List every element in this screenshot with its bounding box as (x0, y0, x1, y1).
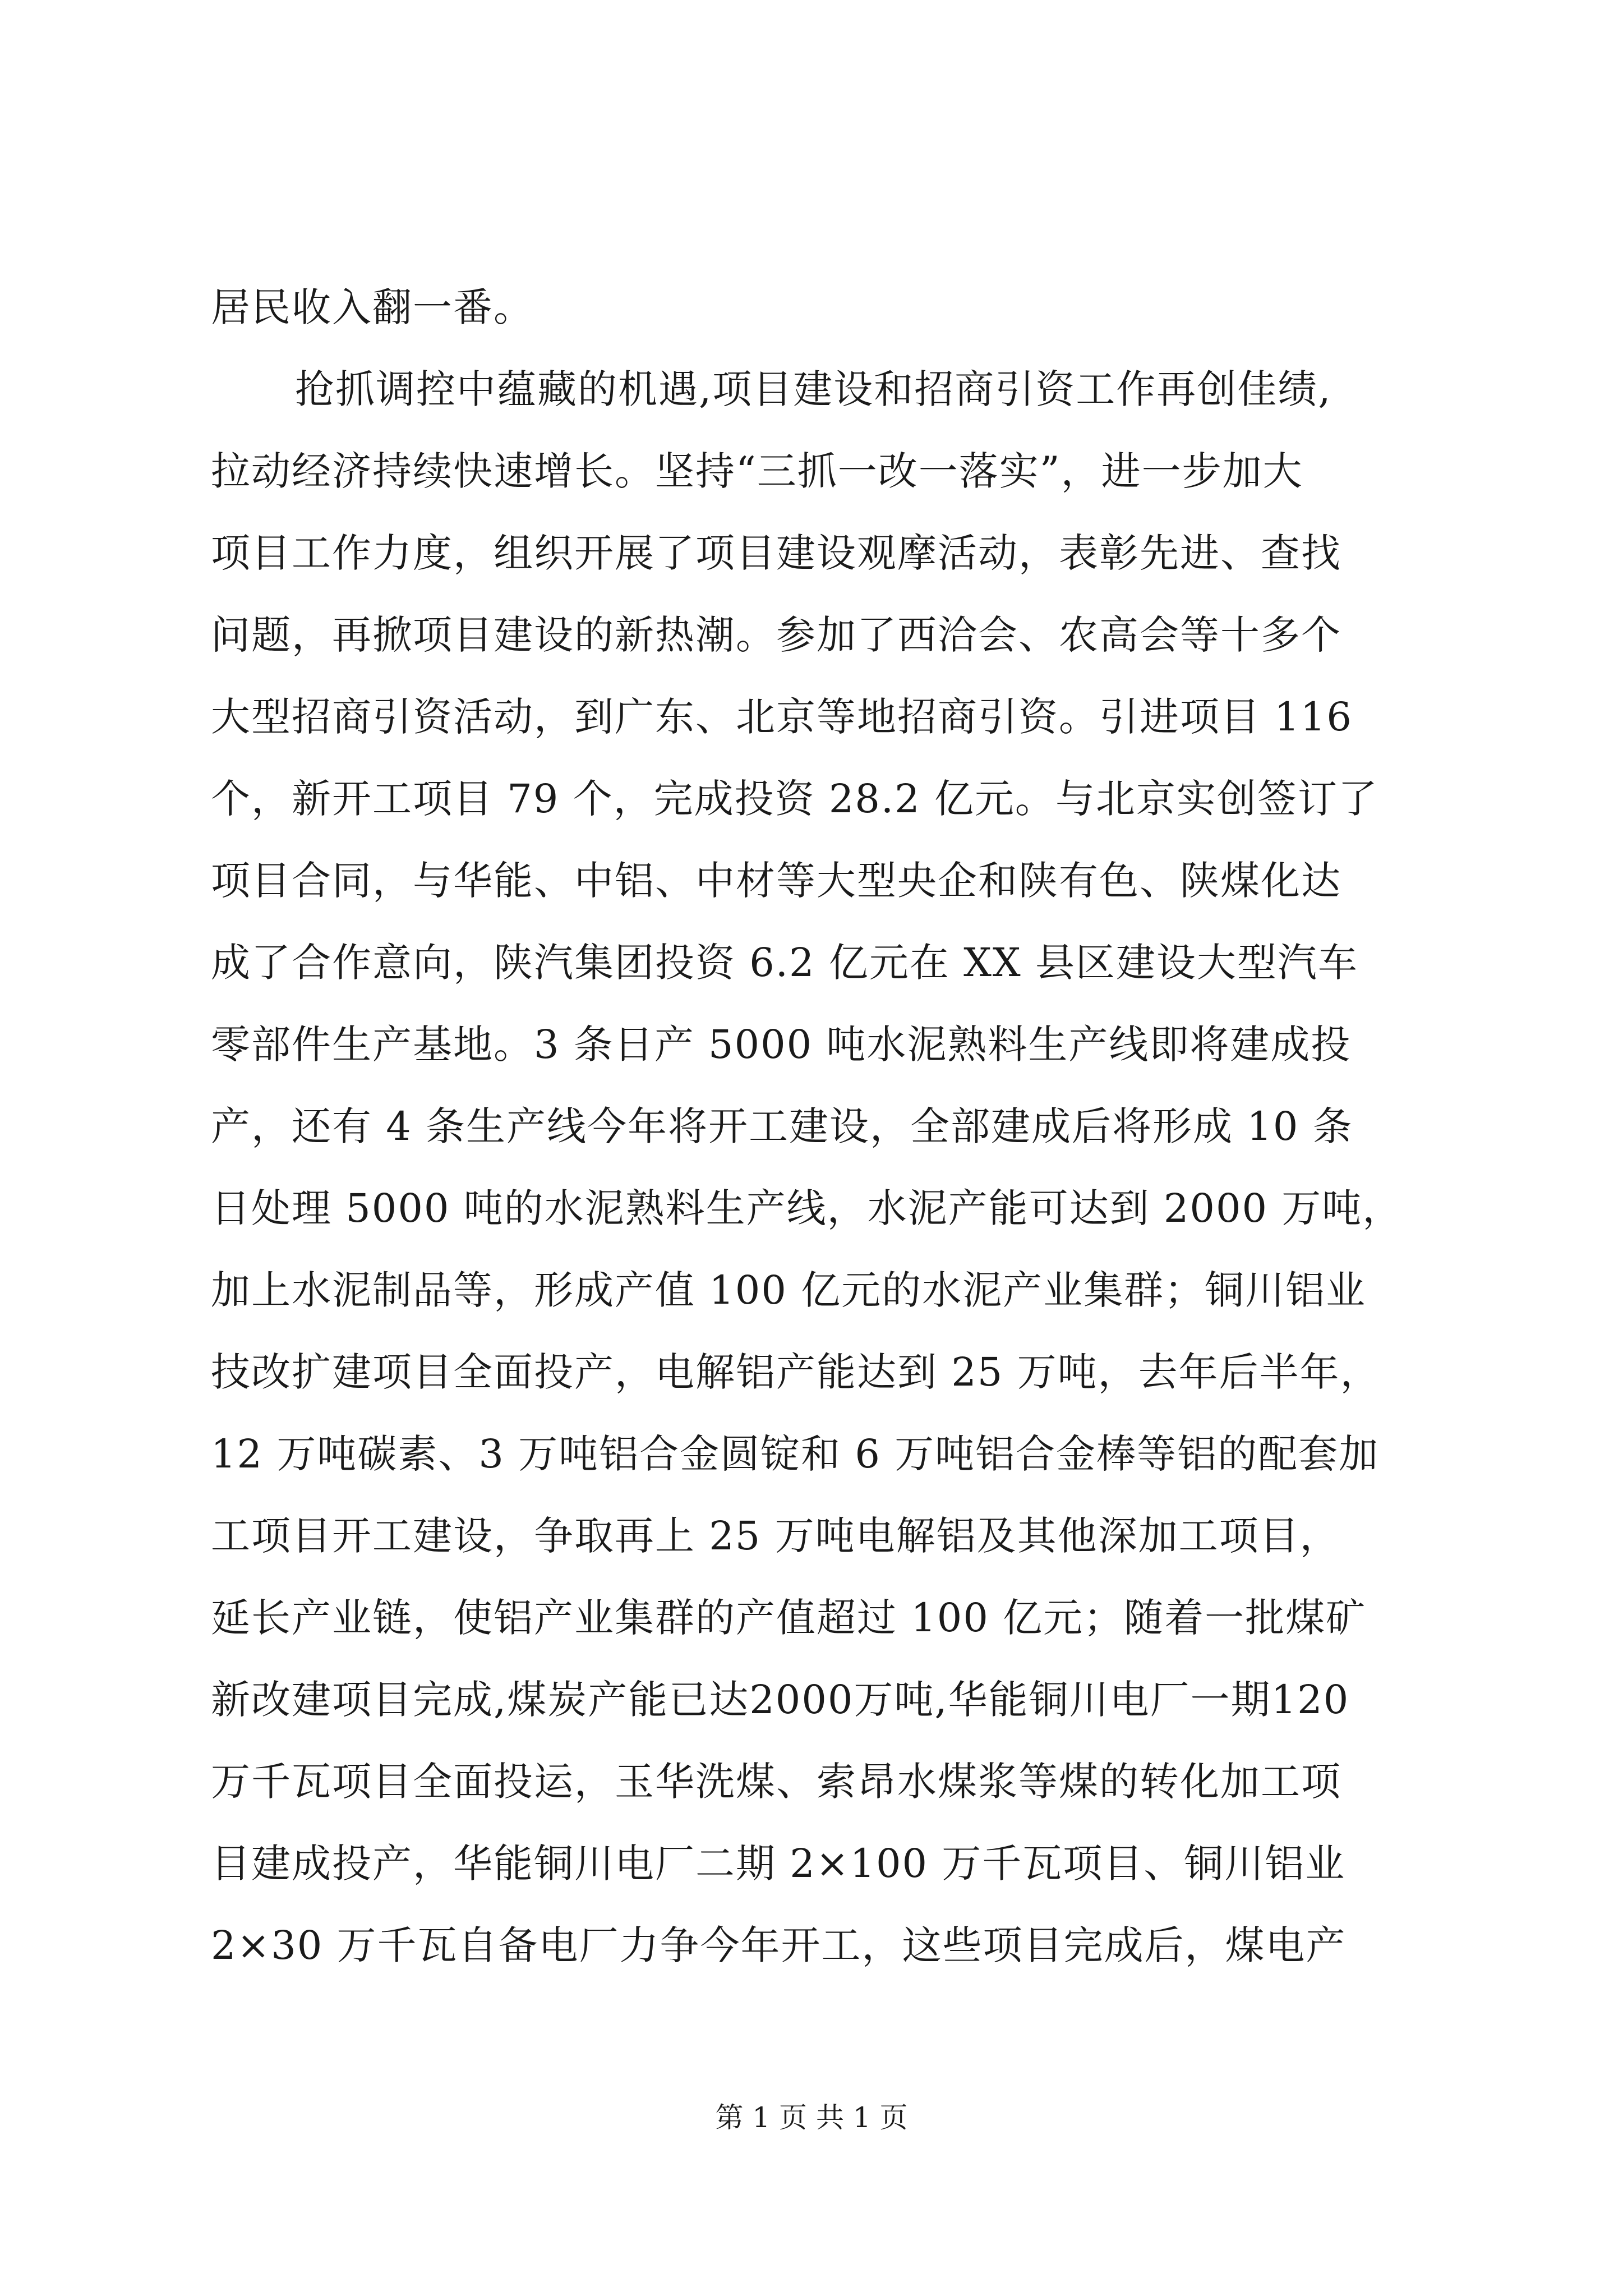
body-text (211, 266, 1478, 1986)
text-line: 日处理 5000 吨的水泥熟料生产线，水泥产能可达到 2000 万吨， (211, 1185, 1403, 1231)
page-number-footer: 第 1 页 共 1 页 (715, 2101, 908, 2134)
text-line: 万千瓦项目全面投运，玉华洗煤、索昂水煤浆等煤的转化加工项 (211, 1759, 1341, 1805)
text-line: 零部件生产基地。3 条日产 5000 吨水泥熟料生产线即将建成投 (211, 1022, 1352, 1068)
text-line: 加上水泥制品等，形成产值 100 亿元的水泥产业集群；铜川铝业 (211, 1267, 1367, 1313)
text-line: 延长产业链，使铝产业集群的产值超过 100 亿元；随着一批煤矿 (211, 1595, 1367, 1641)
text-line: 问题，再掀项目建设的新热潮。参加了西洽会、农高会等十多个 (211, 612, 1341, 658)
text-line: 产，还有 4 条生产线今年将开工建设，全部建成后将形成 10 条 (211, 1103, 1353, 1149)
text-line: 12 万吨碳素、3 万吨铝合金圆锭和 6 万吨铝合金棒等铝的配套加 (211, 1431, 1380, 1477)
text-line: 技改扩建项目全面投产，电解铝产能达到 25 万吨，去年后半年， (211, 1349, 1381, 1395)
text-line: 工项目开工建设，争取再上 25 万吨电解铝及其他深加工项目， (211, 1513, 1340, 1559)
text-line: 拉动经济持续快速增长。坚持“三抓一改一落实”，进一步加大 (211, 448, 1303, 494)
text-line: 2×30 万千瓦自备电厂力争今年开工，这些项目完成后，煤电产 (211, 1922, 1347, 1968)
text-line: 个，新开工项目 79 个，完成投资 28.2 亿元。与北京实创签订了 (211, 776, 1378, 822)
paragraph-first-line: 抢抓调控中蕴藏的机遇,项目建设和招商引资工作再创佳绩, (295, 366, 1332, 412)
text-line: 居民收入翻一番。 (211, 284, 534, 330)
text-line: 项目工作力度，组织开展了项目建设观摩活动，表彰先进、查找 (211, 530, 1341, 576)
text-line: 项目合同，与华能、中铝、中材等大型央企和陕有色、陕煤化达 (211, 858, 1341, 904)
text-line: 大型招商引资活动，到广东、北京等地招商引资。引进项目 116 (211, 694, 1353, 740)
text-line: 目建成投产，华能铜川电厂二期 2×100 万千瓦项目、铜川铝业 (211, 1841, 1346, 1887)
text-line: 新改建项目完成,煤炭产能已达2000万吨,华能铜川电厂一期120 (211, 1677, 1350, 1723)
text-line: 成了合作意向，陕汽集团投资 6.2 亿元在 XX 县区建设大型汽车 (211, 940, 1358, 986)
